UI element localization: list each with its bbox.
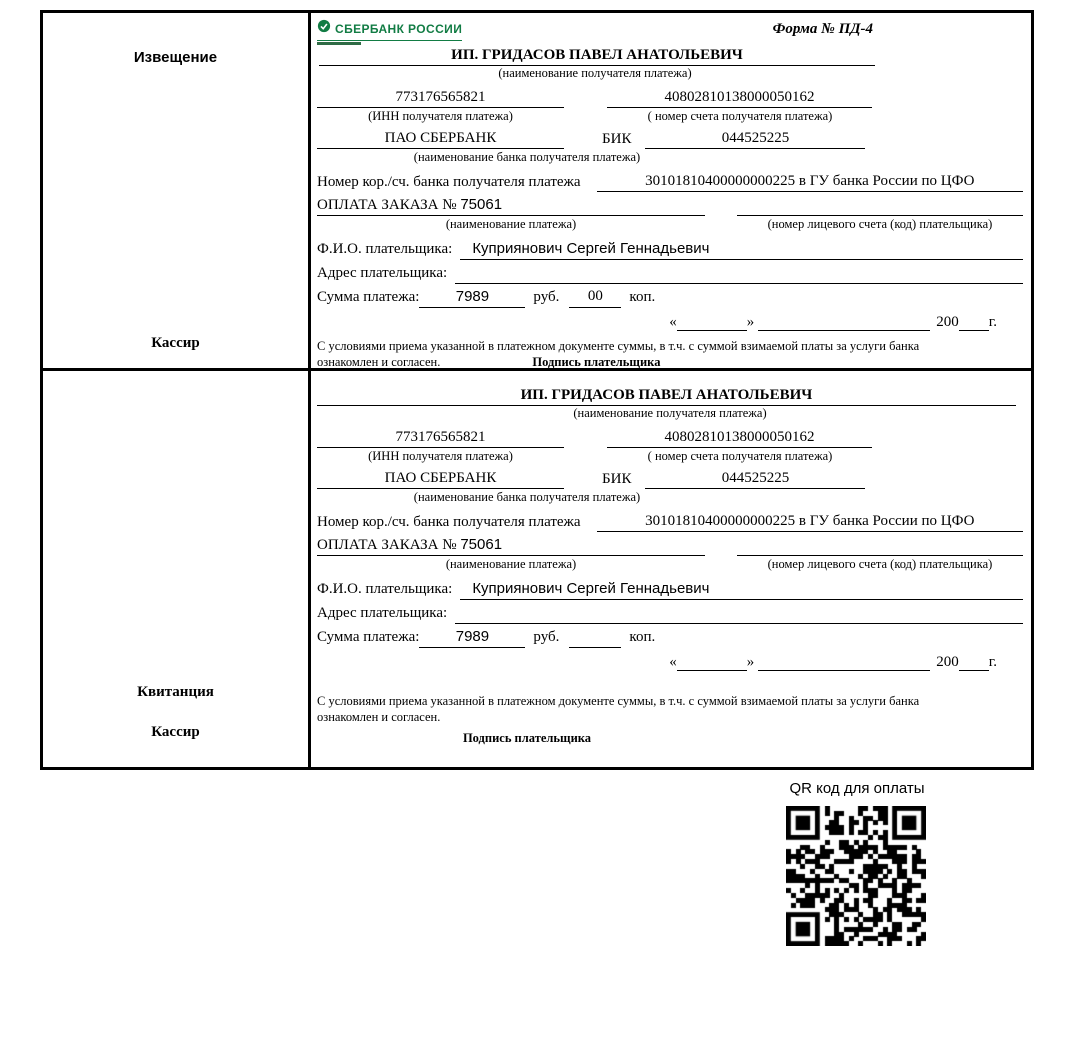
date-month-blank — [758, 670, 930, 671]
payer-address-value — [455, 603, 1023, 624]
bank-caption: (наименование банка получателя платежа) — [413, 150, 641, 164]
account-value: 40802810138000050162 — [607, 427, 872, 448]
payer-address-label: Адрес плательщика: — [317, 265, 448, 281]
receipt-content — [311, 371, 1031, 767]
rub-caption: руб. — [533, 289, 560, 305]
receipt-cashier-label: Кассир — [151, 724, 200, 740]
personal-account-caption: (номер лицевого счета (код) плательщика) — [767, 217, 993, 231]
payer-address-label: Адрес плательщика: — [317, 605, 448, 621]
personal-account-cell — [737, 196, 1023, 216]
account-value: 40802810138000050162 — [607, 87, 872, 108]
inn-value: 773176565821 — [317, 427, 564, 448]
date-day-blank — [677, 670, 747, 671]
date-open-quote: « — [669, 654, 677, 670]
notice-section — [43, 13, 1031, 371]
bank-name-value: ПАО СБЕРБАНК — [317, 128, 564, 149]
date-open-quote: « — [669, 314, 677, 330]
payment-order-number: 75061 — [460, 196, 503, 213]
personal-account-caption: (номер лицевого счета (код) плательщика) — [767, 557, 993, 571]
date-close-quote: » — [746, 654, 755, 670]
agreement-text: С условиями приема указанной в платежном документе суммы, в т.ч. с суммой взимаемой платы за услуги банка ознакомлен и согласен. — [317, 339, 920, 369]
payer-signature-label: Подпись плательщика — [532, 355, 661, 369]
bik-label: БИК — [602, 131, 632, 147]
sum-label: Сумма платежа: — [317, 289, 420, 305]
bik-label: БИК — [602, 471, 632, 487]
corr-account-label: Номер кор./сч. банка получателя платежа — [317, 514, 581, 530]
payment-form-pd4 — [40, 10, 1034, 770]
payment-caption: (наименование платежа) — [445, 557, 577, 571]
sberbank-logo-text: СБЕРБАНК РОССИИ — [335, 22, 463, 36]
date-year-suffix: г. — [988, 654, 997, 670]
date-close-quote: » — [746, 314, 755, 330]
recipient-name: ИП. ГРИДАСОВ ПАВЕЛ АНАТОЛЬЕВИЧ — [317, 385, 1016, 406]
payment-name-label: ОПЛАТА ЗАКАЗА № — [317, 537, 457, 553]
kop-caption: коп. — [629, 629, 656, 645]
sberbank-logo — [317, 19, 462, 45]
inn-value: 773176565821 — [317, 87, 564, 108]
recipient-name: ИП. ГРИДАСОВ ПАВЕЛ АНАТОЛЬЕВИЧ — [319, 45, 875, 66]
bank-name-value: ПАО СБЕРБАНК — [317, 468, 564, 489]
payer-signature-label: Подпись плательщика — [462, 731, 592, 745]
payer-fio-label: Ф.И.О. плательщика: — [317, 241, 453, 257]
sum-kop-value — [569, 627, 621, 648]
notice-content — [311, 13, 1031, 368]
payment-order-number: 75061 — [460, 536, 503, 553]
date-year-blank — [959, 330, 989, 331]
payment-caption: (наименование платежа) — [445, 217, 577, 231]
sberbank-logo-tagline-strip — [317, 42, 361, 45]
date-line — [317, 313, 997, 331]
corr-account-label: Номер кор./сч. банка получателя платежа — [317, 174, 581, 190]
date-year-suffix: г. — [988, 314, 997, 330]
sum-rub-value: 7989 — [419, 286, 525, 308]
notice-stub — [43, 13, 311, 368]
receipt-section — [43, 371, 1031, 767]
corr-account-value: 30101810400000000225 в ГУ банка России по ЦФО — [597, 171, 1023, 192]
recipient-caption: (наименование получателя платежа) — [573, 406, 767, 420]
date-day-blank — [677, 330, 747, 331]
bank-caption: (наименование банка получателя платежа) — [413, 490, 641, 504]
payment-name-label: ОПЛАТА ЗАКАЗА № — [317, 197, 457, 213]
bik-value: 044525225 — [645, 468, 865, 489]
recipient-caption: (наименование получателя платежа) — [498, 66, 692, 80]
corr-account-value: 30101810400000000225 в ГУ банка России по ЦФО — [597, 511, 1023, 532]
rub-caption: руб. — [533, 629, 560, 645]
sberbank-emblem-icon — [317, 19, 331, 39]
qr-code-label: QR код для оплаты — [789, 780, 925, 797]
payment-name-cell — [317, 195, 705, 216]
inn-caption: (ИНН получателя платежа) — [368, 109, 513, 123]
date-line — [317, 653, 997, 671]
payer-fio-value: Куприянович Сергей Геннадьевич — [460, 578, 1023, 600]
sum-kop-value: 00 — [569, 286, 621, 308]
date-year-prefix: 200 — [936, 314, 959, 330]
receipt-stub — [43, 371, 311, 767]
date-year-blank — [959, 670, 989, 671]
agreement-text-block — [317, 338, 957, 370]
payer-fio-value: Куприянович Сергей Геннадьевич — [460, 238, 1023, 260]
sum-label: Сумма платежа: — [317, 629, 420, 645]
sum-rub-value: 7989 — [419, 626, 525, 648]
inn-caption: (ИНН получателя платежа) — [368, 449, 513, 463]
agreement-text-block — [317, 693, 957, 725]
payer-address-value — [455, 263, 1023, 284]
qr-code — [786, 806, 926, 946]
date-year-prefix: 200 — [936, 654, 959, 670]
notice-cashier-label: Кассир — [151, 335, 200, 351]
receipt-stub-title: Квитанция — [137, 684, 214, 700]
notice-stub-title: Извещение — [133, 49, 218, 66]
payer-fio-label: Ф.И.О. плательщика: — [317, 581, 453, 597]
kop-caption: коп. — [629, 289, 656, 305]
account-caption: ( номер счета получателя платежа) — [647, 109, 833, 123]
date-month-blank — [758, 330, 930, 331]
form-number-label: Форма № ПД-4 — [772, 21, 873, 37]
account-caption: ( номер счета получателя платежа) — [647, 449, 833, 463]
payment-name-cell — [317, 535, 705, 556]
bik-value: 044525225 — [645, 128, 865, 149]
agreement-text: С условиями приема указанной в платежном документе суммы, в т.ч. с суммой взимаемой платы за услуги банка ознакомлен и согласен. — [317, 694, 920, 724]
personal-account-cell — [737, 536, 1023, 556]
